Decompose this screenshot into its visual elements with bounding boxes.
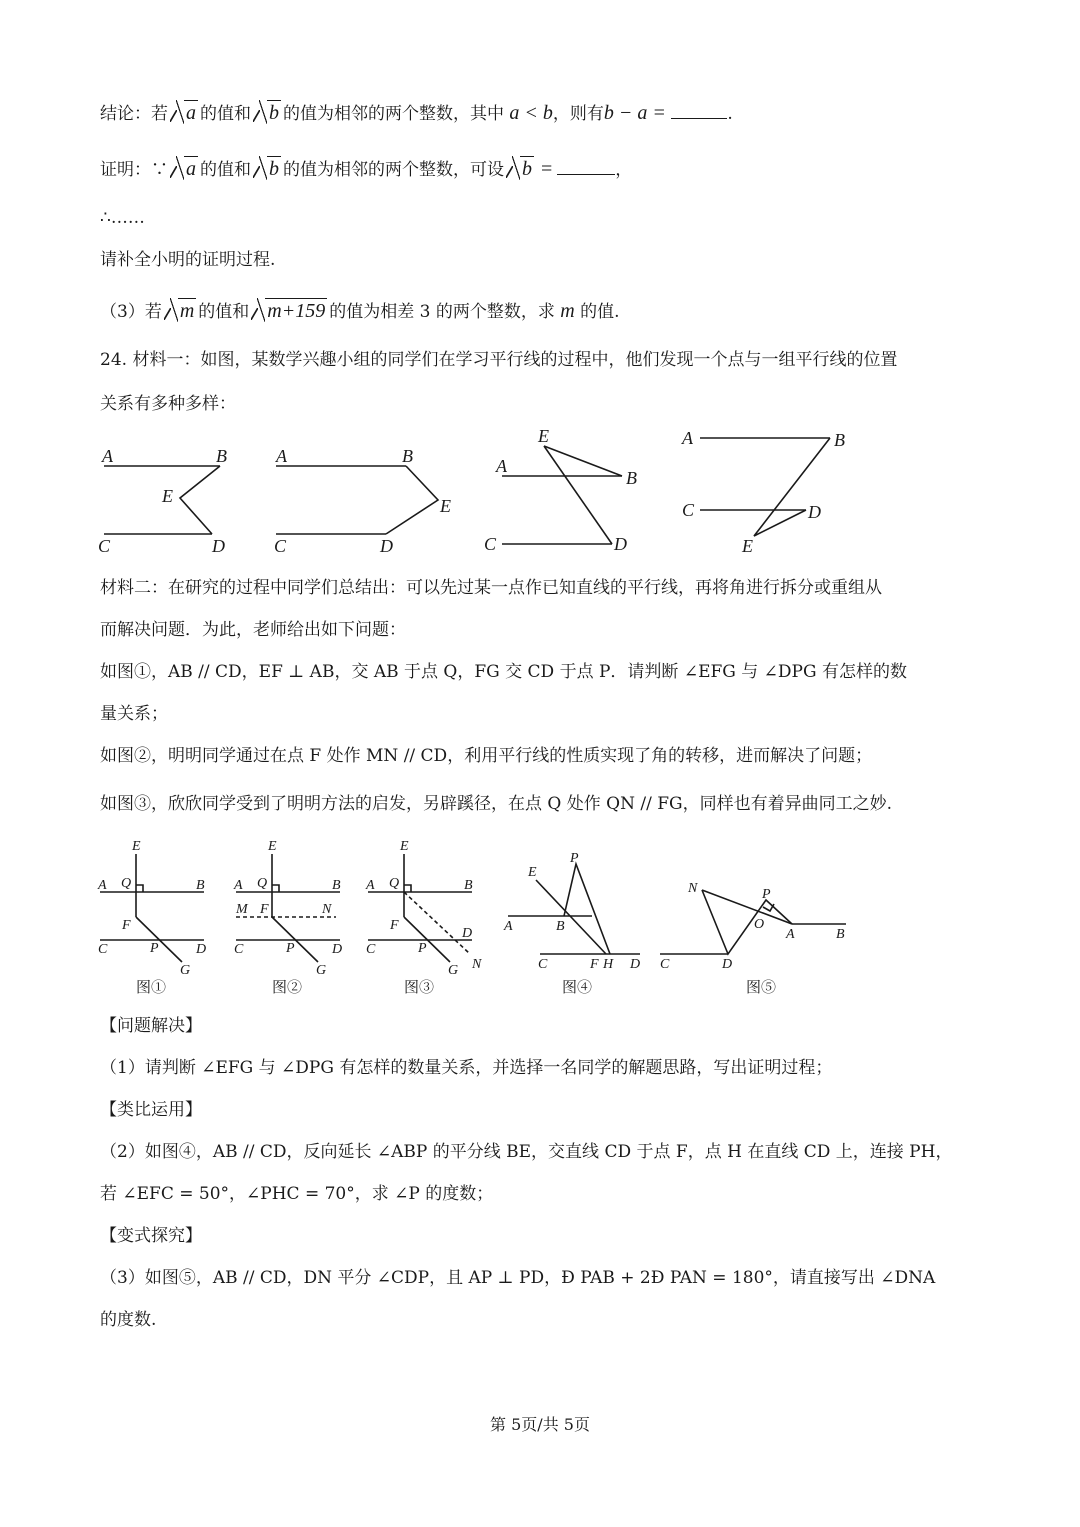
comma: ，	[615, 160, 633, 180]
section-problem-solving: 【问题解决】	[100, 1016, 202, 1036]
label-M: M	[236, 902, 248, 917]
label-C: C	[234, 942, 244, 957]
part3-text: 的值为相差 3 的两个整数，求	[329, 302, 555, 322]
caption-figure-2: 图②	[272, 978, 303, 996]
section-analogy: 【类比运用】	[100, 1100, 202, 1120]
label-E: E	[162, 486, 173, 506]
label-C: C	[660, 957, 670, 972]
radicand-a: a	[186, 158, 196, 180]
label-N: N	[688, 881, 698, 896]
proof-line: 证明：∵ a 的值和 b 的值为相邻的两个整数，可设 b = ，	[100, 158, 633, 180]
radicand-b: b	[269, 102, 279, 124]
label-D: D	[462, 926, 473, 941]
difference-expr: b − a =	[603, 102, 666, 124]
label-B: B	[332, 878, 341, 893]
label-E: E	[440, 496, 451, 516]
therefore-line: ∴……	[100, 208, 145, 228]
q24-intro-1: 24. 材料一：如图，某数学兴趣小组的同学们在学习平行线的过程中，他们发现一个点与一组平行线的位置	[100, 350, 898, 370]
label-C: C	[274, 536, 287, 556]
material1-figure-2	[276, 466, 438, 534]
label-Q: Q	[121, 876, 132, 891]
label-C: C	[98, 942, 108, 957]
label-B: B	[464, 878, 473, 893]
var-m: m	[560, 300, 575, 322]
complete-proof-instruction: 请补全小明的证明过程.	[100, 250, 276, 270]
radicand-b: b	[522, 158, 532, 180]
label-A: A	[102, 446, 113, 466]
part2-question-1: （2）如图④，AB // CD，反向延长 ∠ABP 的平分线 BE，交直线 CD 于点 F，点 H 在直线 CD 上，连接 PH，	[100, 1142, 953, 1162]
figure-5	[660, 890, 846, 954]
part3-question-2: 的度数.	[100, 1310, 157, 1330]
conclusion-text: 结论：若	[100, 104, 168, 124]
label-D: D	[722, 957, 733, 972]
label-F: F	[390, 918, 399, 933]
label-E: E	[742, 536, 753, 556]
label-P: P	[570, 851, 579, 866]
label-D: D	[808, 502, 821, 522]
label-E: E	[132, 839, 141, 854]
radicand-m: m	[179, 300, 195, 322]
page-footer: 第 5页/共 5页	[490, 1415, 590, 1434]
label-B: B	[196, 878, 205, 893]
radicand-b: b	[269, 158, 279, 180]
proof-text: 证明：∵	[100, 160, 168, 180]
label-A: A	[98, 878, 107, 893]
q24-intro-2: 关系有多种多样：	[100, 394, 236, 414]
label-G: G	[448, 963, 459, 978]
section-variation: 【变式探究】	[100, 1226, 202, 1246]
caption-figure-5: 图⑤	[746, 978, 777, 996]
radicand-m-159: m+159	[267, 300, 326, 322]
label-B: B	[626, 468, 637, 488]
label-D: D	[630, 957, 641, 972]
label-G: G	[180, 963, 191, 978]
caption-figure-1: 图①	[136, 978, 167, 996]
label-D: D	[614, 534, 627, 554]
label-F: F	[590, 957, 599, 972]
label-P: P	[150, 941, 159, 956]
label-A: A	[504, 919, 513, 934]
fig1-text-1: 如图①，AB // CD，EF ⊥ AB，交 AB 于点 Q，FG 交 CD 于点 P．请判断 ∠EFG 与 ∠DPG 有怎样的数	[100, 662, 907, 682]
material1-figure-3	[502, 446, 622, 544]
label-A: A	[366, 878, 375, 893]
label-A: A	[682, 428, 693, 448]
label-D: D	[196, 942, 207, 957]
material2-1: 材料二：在研究的过程中同学们总结出：可以先过某一点作已知直线的平行线，再将角进行拆分或重组从	[100, 578, 882, 598]
label-Q: Q	[257, 876, 268, 891]
label-A: A	[234, 878, 243, 893]
label-C: C	[484, 534, 497, 554]
label-C: C	[682, 500, 695, 520]
label-D: D	[212, 536, 225, 556]
label-B: B	[834, 430, 845, 450]
label-E: E	[268, 839, 277, 854]
label-O: O	[754, 917, 765, 932]
label-A: A	[276, 446, 287, 466]
label-B: B	[556, 919, 565, 934]
label-D: D	[380, 536, 393, 556]
label-F: F	[122, 918, 131, 933]
caption-figure-4: 图④	[562, 978, 593, 996]
radicand-a: a	[186, 102, 196, 124]
label-P: P	[418, 941, 427, 956]
label-A: A	[496, 456, 507, 476]
label-E: E	[538, 426, 549, 446]
condition-expr: a < b	[509, 102, 553, 124]
part3-text: （3）若	[100, 302, 162, 322]
proof-text: 的值和	[200, 160, 251, 180]
part2-question-2: 若 ∠EFC = 50°，∠PHC = 70°，求 ∠P 的度数；	[100, 1184, 494, 1204]
label-N: N	[322, 902, 332, 917]
label-P: P	[286, 941, 295, 956]
label-Q: Q	[389, 876, 400, 891]
part1-question: （1）请判断 ∠EFG 与 ∠DPG 有怎样的数量关系，并选择一名同学的解题思路，写出证明过程；	[100, 1058, 833, 1078]
label-E: E	[528, 865, 537, 880]
fig2-text: 如图②，明明同学通过在点 F 处作 MN // CD，利用平行线的性质实现了角的转移，进而解决了问题；	[100, 746, 873, 766]
label-C: C	[366, 942, 376, 957]
fig3-text: 如图③，欣欣同学受到了明明方法的启发，另辟蹊径，在点 Q 处作 QN // FG，同样也有着异曲同工之妙.	[100, 794, 893, 814]
period: .	[727, 104, 733, 124]
label-P: P	[762, 887, 771, 902]
label-F: F	[260, 902, 269, 917]
fig1-text-2: 量关系；	[100, 704, 168, 724]
label-G: G	[316, 963, 327, 978]
proof-text: 的值为相邻的两个整数，可设	[283, 160, 504, 180]
part3-question-1: （3）如图⑤，AB // CD，DN 平分 ∠CDP，且 AP ⊥ PD，Đ PAB + 2Đ PAN = 180°，请直接写出 ∠DNA	[100, 1268, 936, 1288]
label-B: B	[216, 446, 227, 466]
label-C: C	[538, 957, 548, 972]
label-H: H	[603, 957, 614, 972]
caption-figure-3: 图③	[404, 978, 435, 996]
part3-text: 的值.	[580, 302, 620, 322]
label-A: A	[786, 927, 795, 942]
conclusion-text: 的值为相邻的两个整数，其中	[283, 104, 504, 124]
conclusion-text: ，则有	[552, 104, 604, 124]
label-B: B	[836, 927, 845, 942]
part3-text: 的值和	[198, 302, 250, 322]
label-C: C	[98, 536, 111, 556]
material2-2: 而解决问题．为此，老师给出如下问题：	[100, 620, 406, 640]
conclusion-text: 的值和	[200, 104, 251, 124]
label-E: E	[400, 839, 409, 854]
label-D: D	[332, 942, 343, 957]
label-B: B	[402, 446, 413, 466]
label-N: N	[472, 957, 482, 972]
